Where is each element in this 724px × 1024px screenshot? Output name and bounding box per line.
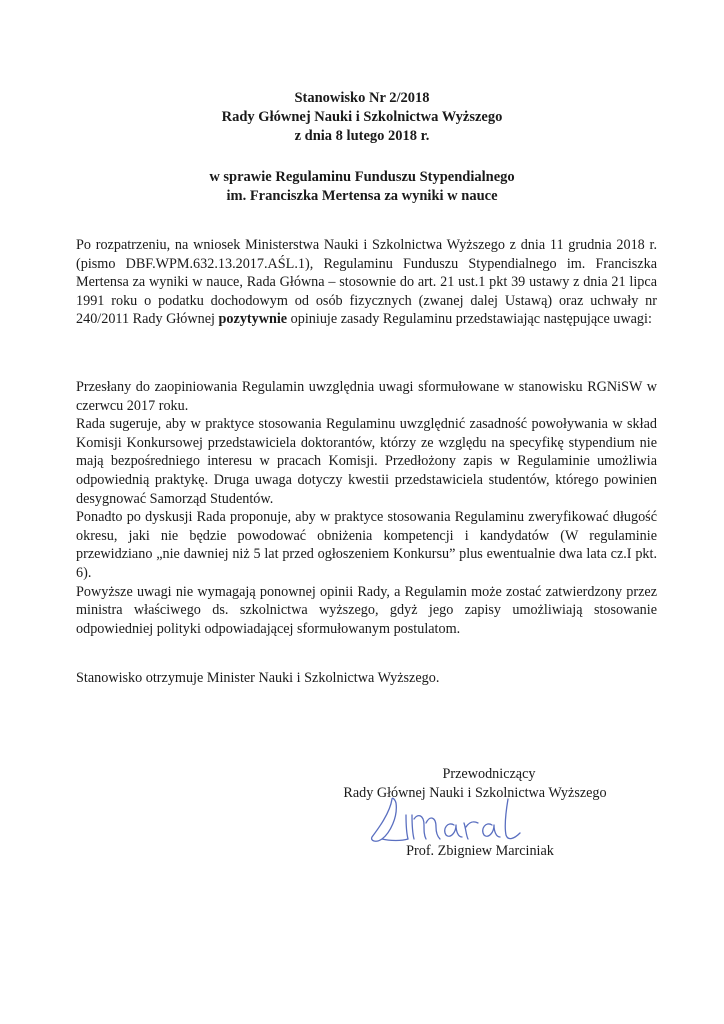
remark-2: Rada sugeruje, aby w praktyce stosowania Regulaminu uwzględnić zasadność powoływania w skład Komisji Konkursowej przedstawiciela doktorantów, którzy ze względu na specyfikę stypendium nie mają bezpośredniego interesu w pracach Komisji. Przedłożony zapis w Regulaminie umożliwia odpowiednią praktykę. Druga uwaga dotyczy kwestii przedstawiciela studentów, którego powinien desygnować Samorząd Studentów. bbox=[76, 416, 657, 507]
intro-text-start: Po rozpatrzeniu, na wniosek Ministerstwa Nauki i Szkolnictwa Wyższego z dnia 11 grudnia 2018 r. (pismo DBF.WPM.632.13.2017.AŚL.1), Regulaminu Funduszu Stypendialnego im. Franciszka Mertensa za wyniki w nauce, Rada Główna – stosownie do art. 21 ust.1 pkt 39 ustawy z dnia 21 lipca 1991 roku o podatku dochodowym od osób fizycznych (zwanej dalej Ustawą) oraz uchwały nr 240/2011 Rady Głównej bbox=[76, 237, 657, 328]
signatory-name: Prof. Zbigniew Marciniak bbox=[406, 843, 554, 859]
title-line-date: z dnia 8 lutego 2018 r. bbox=[294, 128, 430, 144]
intro-paragraph bbox=[76, 236, 657, 329]
subject-line-1: w sprawie Regulaminu Funduszu Stypendialnego bbox=[209, 169, 515, 185]
subject-line-2: im. Franciszka Mertensa za wyniki w nauce bbox=[226, 188, 498, 204]
title-line-council: Rady Głównej Nauki i Szkolnictwa Wyższego bbox=[221, 109, 503, 125]
signatory-organization: Rady Głównej Nauki i Szkolnictwa Wyższego bbox=[343, 785, 607, 801]
document-title bbox=[0, 89, 724, 146]
remark-3: Ponadto po dyskusji Rada proponuje, aby w praktyce stosowania Regulaminu zweryfikować długość okresu, jaki nie będzie powodować obniżenia kompetencji i kandydatów (W regulaminie przewidziano „nie dawniej niż 5 lat przed ogłoszeniem Konkursu” plus ewentualnie dwa lata cz.I pkt. 6). bbox=[76, 509, 657, 581]
title-line-number: Stanowisko Nr 2/2018 bbox=[294, 90, 430, 106]
intro-bold-word: pozytywnie bbox=[218, 311, 288, 328]
closing-text: Stanowisko otrzymuje Minister Nauki i Szkolnictwa Wyższego. bbox=[76, 670, 440, 686]
signatory-role: Przewodniczący bbox=[442, 766, 536, 782]
remark-4: Powyższe uwagi nie wymagają ponownej opinii Rady, a Regulamin może zostać zatwierdzony przez ministra właściwego ds. szkolnictwa wyższego, gdyż jego zapisy umożliwiają stosowanie odpowiedniej polityki odpowiadającej sformułowanym postulatom. bbox=[76, 583, 657, 637]
remark-1: Przesłany do zaopiniowania Regulamin uwzględnia uwagi sformułowane w stanowisku RGNiSW w czerwcu 2017 roku. bbox=[76, 379, 657, 414]
remarks-section bbox=[76, 378, 657, 638]
closing-paragraph bbox=[76, 669, 657, 688]
handwritten-signature-icon bbox=[368, 795, 528, 847]
document-subject bbox=[0, 168, 724, 206]
intro-text-end: opiniuje zasady Regulaminu przedstawiając następujące uwagi: bbox=[287, 311, 652, 328]
